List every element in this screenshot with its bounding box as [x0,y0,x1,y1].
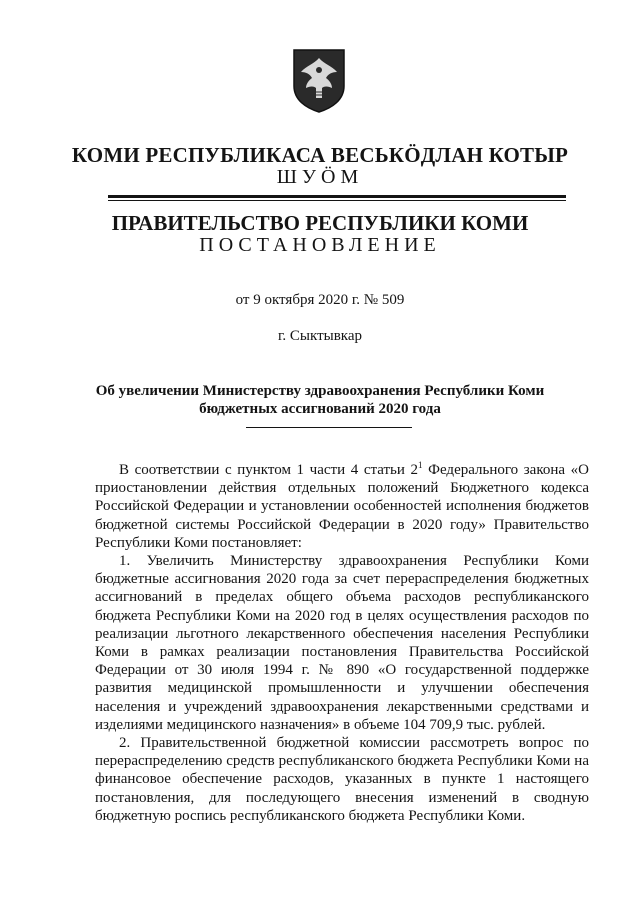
header-divider-thick [108,195,566,198]
intro-text-end: Федерального закона «О приостановлении действия отдельных положений Бюджетного кодекса Российской Федерации и установлении особенностей исполнения бюджетов бюджетной системы Российской Федерации в 2020 году» Правительство Республики Коми постановляет: [95,462,589,551]
intro-text-start: В соответствии с пунктом 1 части 4 статьи 2 [119,462,419,478]
document-type: ПОСТАНОВЛЕНИЕ [199,234,441,256]
article-superscript: 1 [418,460,423,470]
item-2-paragraph: 2. Правительственной бюджетной комиссии рассмотреть вопрос по перераспределению средств республиканского бюджета Республики Коми на финансовое обеспечение расходов, указанных в пункте 1 настоящего постановления, для последующего внесения изменений в сводную бюджетную роспись республиканского бюджета Республики Коми. [95,735,589,824]
header-title: КОМИ РЕСПУБЛИКАСА ВЕСЬКÖДЛАН КОТЫР [71,143,569,167]
government-title: ПРАВИТЕЛЬСТВО РЕСПУБЛИКИ КОМИ [111,211,529,235]
coat-of-arms-emblem [292,48,346,114]
item-1-paragraph: 1. Увеличить Министерству здравоохранения Республики Коми бюджетные ассигнования 2020 года за счет перераспределения бюджетных ассигнований в пределах общего объема расходов республиканского бюджета Республики Коми на 2020 год в целях осуществления расходов по реализации льготного лекарственного обеспечения населения Республики Коми в рамках реализации постановления Правительства Российской Федерации от 30 июля 1994 г. № 890 «О государственной поддержке развития медицинской промышленности и улучшении обеспечения населения и учреждений здравоохранения лекарственными средствами и изделиями медицинского назначения» в объеме 104 709,9 тыс. рублей. [95,553,589,733]
header-subtitle: ШУÖМ [276,166,364,188]
document-body [95,461,589,825]
document-date-number: от 9 октября 2020 г. № 509 [235,292,405,308]
header-divider-thin [108,200,566,201]
document-city: г. Сыктывкар [277,328,363,344]
subject-line-2: бюджетных ассигнований 2020 года [199,401,441,417]
subject-underline [246,427,412,428]
subject-line-1: Об увеличении Министерству здравоохранения Республики Коми [95,383,545,399]
intro-paragraph [95,461,589,552]
document-subject [60,382,580,418]
